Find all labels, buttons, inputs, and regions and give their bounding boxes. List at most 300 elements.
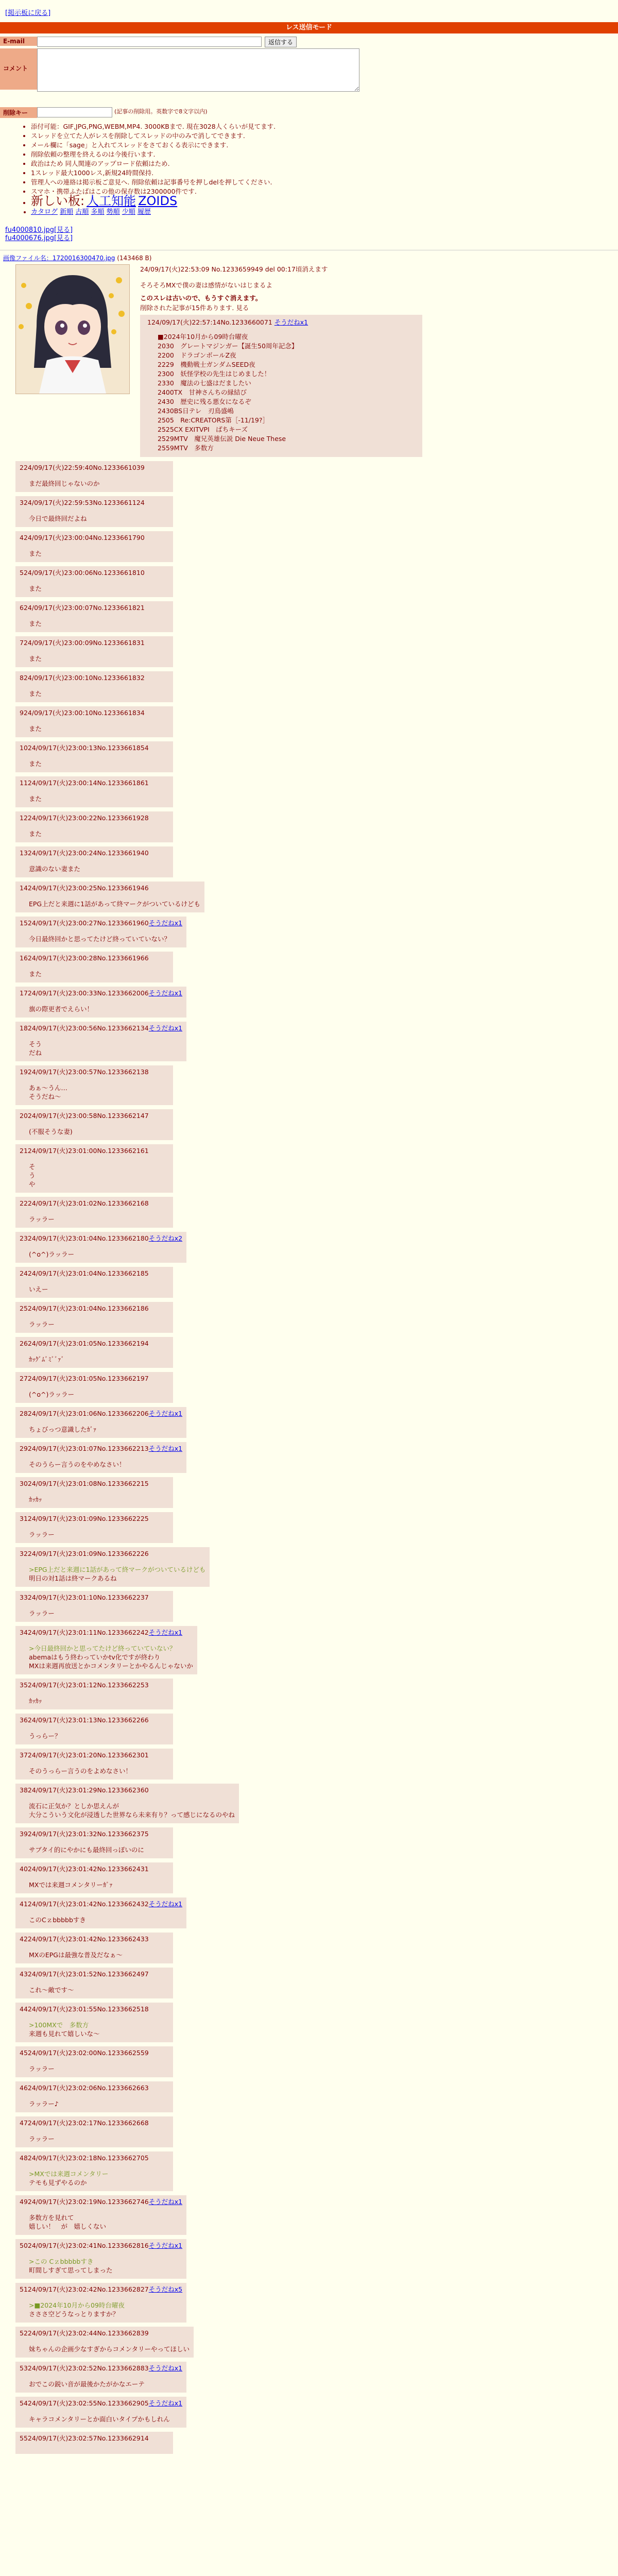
- reply-header: [20, 1829, 169, 1838]
- reply-text: MXでは来週コメンタリーｶﾞｧ: [29, 1881, 113, 1889]
- schedule-item: 2430BS日テレ 刃鳥盛嶋: [158, 407, 234, 415]
- file-link[interactable]: fu4000676.jpg[見る]: [5, 234, 73, 242]
- reply-header: [20, 463, 169, 472]
- deleted-notice: 削除された記事が15件あります. 見る: [140, 304, 249, 312]
- reply-number: 19: [20, 1068, 28, 1076]
- catalog-links: [31, 208, 618, 217]
- schedule-item: 2200 ドラゴンボールZ夜: [158, 351, 236, 359]
- reply-number: 38: [20, 1786, 28, 1794]
- reply-header: [20, 743, 169, 752]
- history-link[interactable]: 履歴: [137, 208, 151, 216]
- reply-number: 33: [20, 1594, 28, 1601]
- reply-body: [29, 1697, 169, 1705]
- back-to-board-link[interactable]: [掲示板に戻る]: [5, 9, 51, 17]
- reply-text: ｶｯｸﾞﾑﾞﾐﾞﾞｧﾞ: [29, 1355, 64, 1363]
- reply-body: [29, 1986, 169, 1994]
- sodane-button[interactable]: そうだねx2: [148, 1234, 183, 1242]
- reply-post: [15, 1022, 186, 1061]
- reply-header: [20, 1514, 169, 1523]
- reply-post: [15, 1267, 173, 1298]
- note-item: • 削除依頼の整理を終えるのは今後行います.: [31, 150, 618, 159]
- reply-text: まだ最終回じゃないのか: [29, 480, 100, 487]
- op-body: [140, 264, 422, 457]
- sodane-button[interactable]: そうだねx5: [148, 2285, 183, 2293]
- reply-meta: 24/09/17(火)23:01:20No.1233662301: [27, 1751, 149, 1759]
- reply-post: [15, 2397, 186, 2428]
- reply-number: 48: [20, 2154, 28, 2162]
- reply-header: [20, 1786, 235, 1794]
- reply-number: 31: [20, 1515, 28, 1522]
- email-field[interactable]: [37, 37, 262, 47]
- reply-number: 42: [20, 1935, 28, 1943]
- reply-text: (不服そうな妻): [29, 1128, 73, 1136]
- reply-list: [0, 457, 618, 2454]
- reply-text: ｶｯｶｯ: [29, 1496, 42, 1503]
- reply-post: [15, 2239, 186, 2279]
- reply-text: また: [29, 620, 42, 628]
- reply-body: [29, 619, 169, 628]
- reply-meta: 24/09/17(火)23:01:42No.1233662432: [27, 1900, 149, 1908]
- reply-post: [15, 496, 173, 527]
- reply-post: [15, 1784, 239, 1823]
- schedule-item: 2529MTV 魔兄英雄伝説 Die Neue These: [158, 435, 286, 443]
- sort-momentum-link[interactable]: 勢順: [106, 208, 120, 216]
- reply-header: [20, 1444, 182, 1453]
- schedule-item: 2430 歴史に残る悪女になるぞ: [158, 398, 251, 405]
- reply-text: また: [29, 655, 42, 663]
- reply-post: [15, 1109, 173, 1140]
- reply-post: [15, 2283, 186, 2323]
- reply-number: 51: [20, 2285, 28, 2293]
- file-link[interactable]: fu4000810.jpg[見る]: [5, 226, 73, 234]
- reply-header: [20, 2005, 169, 2013]
- reply-body: [29, 1880, 169, 1889]
- reply-body: [29, 829, 169, 838]
- reply-text: (^o^)ラッラー: [29, 1250, 75, 1258]
- reply-post: [15, 1749, 173, 1780]
- schedule-item: 2330 魔法の七盛はだましたい: [158, 379, 251, 387]
- reply-meta: 24/09/17(火)23:01:42No.1233662433: [27, 1935, 149, 1943]
- reply-body: [29, 2415, 182, 2424]
- reply-post: [15, 2432, 173, 2454]
- reply-meta: 24/09/17(火)23:02:18No.1233662705: [27, 2154, 149, 2162]
- reply-meta: 24/09/17(火)23:01:07No.1233662213: [27, 1445, 149, 1452]
- reply-meta: 24/09/17(火)23:00:56No.1233662134: [27, 1024, 149, 1032]
- reply-post: [15, 1512, 173, 1543]
- reply-body: [29, 479, 169, 488]
- sodane-button[interactable]: そうだねx1: [148, 989, 183, 997]
- anime-girl-icon: [16, 265, 129, 394]
- schedule-item: 2229 機動戦士ガンダムSEED夜: [158, 361, 255, 368]
- reply-meta: 24/09/17(火)23:02:55No.1233662905: [27, 2399, 149, 2407]
- delete-key-field[interactable]: [37, 107, 112, 117]
- reply-post: [15, 1197, 173, 1228]
- reply-number: 18: [20, 1024, 28, 1032]
- reply-text: サブタイ的にやかにも最終回っぽいのに: [29, 1846, 144, 1854]
- reply-number: 14: [20, 884, 28, 892]
- reply-post: [15, 811, 173, 842]
- note-item: • 管理人への連絡は掲示板ご意見へ. 削除依頼は記事番号を押しdelを押してください.: [31, 178, 618, 187]
- reply-text: これ～敵です～: [29, 1986, 74, 1994]
- reply-number: 46: [20, 2084, 28, 2092]
- reply-text: abemaはもう終わっていかtv化ですが終わり MXは来週再放送とかコメンタリーとかやるんじゃないか: [29, 1653, 193, 1670]
- reply-text: このCｚbbbbbすき: [29, 1916, 86, 1924]
- reply-text: うっらー？: [29, 1732, 61, 1740]
- reply-header: [20, 2197, 182, 2206]
- reply-meta: 24/09/17(火)23:00:58No.1233662147: [27, 1112, 149, 1120]
- reply-meta: 24/09/17(火)23:01:05No.1233662197: [27, 1375, 149, 1382]
- reply-post: [15, 1337, 173, 1368]
- reply-body: [29, 1916, 182, 1924]
- reply-quote: >■2024年10月から09時台曜夜: [29, 2301, 125, 2309]
- reply-body: [29, 2170, 169, 2187]
- reply-meta: 24/09/17(火)23:00:09No.1233661831: [23, 639, 145, 647]
- reply-text: 今日最終回かと思ってたけど終っていていない？: [29, 935, 171, 943]
- reply-text: 多数方を見れて 嬉しい！ が 嬉しくない: [29, 2214, 107, 2230]
- reply-header: [20, 2364, 182, 2372]
- reply-text: そのうっらー言うのをよめなさい！: [29, 1767, 132, 1775]
- reply-body: [29, 1802, 235, 1819]
- reply-number: 25: [20, 1304, 28, 1312]
- sort-old-link[interactable]: 古順: [75, 208, 89, 216]
- reply-text: また: [29, 970, 42, 978]
- reply-text: ラッラー: [29, 1215, 55, 1223]
- schedule-item: ■2024年10月から09時台曜夜: [158, 333, 248, 341]
- reply-post: [15, 601, 173, 632]
- reply-body: [29, 1644, 193, 1670]
- reply-meta: 24/09/17(火)23:00:28No.1233661966: [27, 954, 149, 962]
- sodane-button[interactable]: そうだねx1: [148, 1410, 183, 1417]
- reply-meta: 24/09/17(火)23:00:07No.1233661821: [23, 604, 145, 612]
- reply-post: [15, 2003, 173, 2042]
- reply-body: [29, 2021, 169, 2038]
- reply-text: 妹ちゃんの企画少なすぎからコメンタリーやってほしい: [29, 2345, 190, 2353]
- reply-post: [15, 1714, 173, 1744]
- op-inner-reply: [140, 315, 422, 457]
- reply-header: [20, 603, 169, 612]
- sodane-button[interactable]: そうだねx1: [148, 1900, 183, 1908]
- sodane-button[interactable]: そうだねx1: [148, 2399, 183, 2407]
- reply-post: [15, 2116, 173, 2147]
- reply-text: 流石に正気か？としか思えんが 大分こういう文化が浸透した世界なら未来有り？って感じになるのやね: [29, 1802, 235, 1819]
- mode-title-bar: レス送信モード: [0, 22, 618, 33]
- reply-header: [20, 1024, 182, 1032]
- reply-text: いえー: [29, 1285, 48, 1293]
- reply-text: ラッラー: [29, 1320, 55, 1328]
- reply-header: [20, 498, 169, 507]
- reply-body: [29, 2064, 169, 2073]
- reply-meta: 24/09/17(火)23:01:09No.1233662225: [27, 1515, 149, 1522]
- reply-header: [20, 1593, 169, 1602]
- reply-text: MXのEPGは最強な普及だなぁ～: [29, 1951, 123, 1959]
- reply-body: [29, 514, 169, 523]
- reply-number: 54: [20, 2399, 28, 2407]
- reply-post: [15, 1626, 197, 1674]
- op-file-link[interactable]: 画像ファイル名：1720016300470.jpg: [3, 255, 115, 262]
- reply-body: [29, 935, 182, 943]
- reply-post: [15, 1679, 173, 1709]
- reply-meta: 24/09/17(火)23:01:08No.1233662215: [27, 1480, 149, 1487]
- reply-post: [15, 882, 204, 912]
- reply-body: [29, 2099, 169, 2108]
- reply-body: [29, 1425, 182, 1434]
- reply-meta: 24/09/17(火)23:00:10No.1233661832: [23, 674, 145, 682]
- reply-post: [15, 952, 173, 982]
- reply-meta: 24/09/17(火)23:01:55No.1233662518: [27, 2005, 149, 2013]
- reply-post: [15, 2046, 173, 2077]
- zoids-board-link[interactable]: ZOIDS: [138, 194, 178, 208]
- reply-meta: 24/09/17(火)23:01:32No.1233662375: [27, 1830, 149, 1838]
- reply-number: 9: [20, 709, 24, 717]
- reply-text: ラッラー: [29, 1531, 55, 1538]
- delkey-hint: (記事の削除用。英数字で8文字以内): [114, 108, 208, 115]
- reply-text: EPG上だと来週に1話があって終マークがついているけども: [29, 900, 200, 908]
- reply-meta: 24/09/17(火)23:01:11No.1233662242: [27, 1629, 149, 1636]
- reply-number: 55: [20, 2434, 28, 2442]
- sort-new-link[interactable]: 新順: [60, 208, 74, 216]
- reply-header: [20, 1479, 169, 1488]
- reply-body: [29, 689, 169, 698]
- reply-text: ラッラー♪: [29, 2100, 59, 2108]
- reply-number: 5: [20, 569, 24, 577]
- reply-text: 町間しすぎて思ってしまった: [29, 2266, 113, 2274]
- reply-meta: 24/09/17(火)23:00:33No.1233662006: [27, 989, 149, 997]
- reply-body: [29, 1530, 169, 1539]
- reply-number: 44: [20, 2005, 28, 2013]
- reply-number: 12: [20, 814, 28, 822]
- reply-number: 43: [20, 1970, 28, 1978]
- reply-body: [29, 2380, 182, 2388]
- reply-number: 16: [20, 954, 28, 962]
- reply-header: [20, 533, 169, 542]
- sodane-button[interactable]: そうだねx1: [148, 1445, 183, 1452]
- reply-text: 旗の際更者でえらい！: [29, 1005, 94, 1013]
- reply-number: 8: [20, 674, 24, 682]
- reply-header: [20, 954, 169, 962]
- delkey-label: 削除キー: [0, 107, 37, 118]
- sodane-button[interactable]: そうだねx1: [148, 2364, 183, 2372]
- reply-number: 32: [20, 1550, 28, 1557]
- reply-meta: 24/09/17(火)23:00:57No.1233662138: [27, 1068, 149, 1076]
- reply-meta: 24/09/17(火)23:00:13No.1233661854: [27, 744, 149, 752]
- reply-meta: 24/09/17(火)23:01:42No.1233662431: [27, 1865, 149, 1873]
- reply-post: [15, 1407, 186, 1438]
- reply-header: [20, 1199, 169, 1208]
- reply-header: [20, 1234, 182, 1243]
- reply-post: [15, 1591, 173, 1622]
- note-item: • 添付可能：GIF,JPG,PNG,WEBM,MP4. 3000KBまで. 現在3028人くらいが見てます.: [31, 122, 618, 131]
- expiry-warning: このスレは古いので、もうすぐ消えます。: [140, 294, 262, 302]
- sodane-button[interactable]: そうだねx1: [148, 2242, 183, 2249]
- ai-board-link[interactable]: 人工知能: [87, 194, 136, 208]
- reply-body: [29, 900, 200, 908]
- reply-body: [29, 584, 169, 593]
- schedule-item: 2505 Re:CREATORS第［-11/19?］: [158, 416, 269, 424]
- reply-body: [29, 1732, 169, 1740]
- reply-body: [29, 1250, 182, 1259]
- reply-text: ｶｯｶｯ: [29, 1697, 42, 1705]
- reply-number: 21: [20, 1147, 28, 1155]
- reply-body: [29, 1390, 169, 1399]
- reply-meta: 24/09/17(火)23:00:04No.1233661790: [23, 534, 145, 541]
- reply-meta: 24/09/17(火)23:01:09No.1233662226: [27, 1550, 149, 1557]
- reply-header: [20, 1067, 169, 1076]
- reply-body: [29, 794, 169, 803]
- reply-number: 52: [20, 2329, 28, 2337]
- reply-body: [29, 1162, 169, 1189]
- reply-post: [15, 1862, 173, 1893]
- reply-header: [20, 1935, 169, 1943]
- reply-body: [29, 1460, 182, 1469]
- reply-number: 20: [20, 1112, 28, 1120]
- reply-meta: 24/09/17(火)23:00:24No.1233661940: [27, 849, 149, 857]
- reply-body: [29, 1320, 169, 1329]
- sodane-button[interactable]: そうだねx1: [148, 919, 183, 927]
- reply-quote: >EPG上だと来週に1話があって終マークがついているけども: [29, 1566, 206, 1573]
- comment-field[interactable]: [37, 48, 359, 92]
- reply-header: [20, 2285, 182, 2294]
- sort-many-link[interactable]: 多順: [91, 208, 105, 216]
- note-item: • メール欄に「sage」と入れてスレッドをさておくる表示にできます.: [31, 141, 618, 150]
- reply-body: [29, 2301, 182, 2318]
- reply-header: [20, 919, 182, 927]
- reply-header: [20, 638, 169, 647]
- reply-body: [29, 2345, 190, 2353]
- reply-header: [20, 2119, 169, 2127]
- reply-header: [20, 2083, 169, 2092]
- reply-meta: 24/09/17(火)23:01:04No.1233662186: [27, 1304, 149, 1312]
- reply-header: [20, 1269, 169, 1278]
- reply-body: [29, 1005, 182, 1013]
- reply-post: [15, 706, 173, 737]
- reply-meta: 24/09/17(火)23:01:04No.1233662185: [27, 1269, 149, 1277]
- reply-text: テモも見ずやるのか: [29, 2179, 87, 2187]
- reply-meta: 24/09/17(火)23:01:00No.1233662161: [27, 1147, 149, 1155]
- reply-meta: 24/09/17(火)23:01:10No.1233662237: [27, 1594, 149, 1601]
- back-to-board-link-row: [0, 0, 618, 17]
- reply-meta: 24/09/17(火)23:01:52No.1233662497: [27, 1970, 149, 1978]
- reply-meta: 24/09/17(火)23:00:10No.1233661834: [23, 709, 145, 717]
- sodane-button[interactable]: そうだねx1: [148, 2198, 183, 2206]
- reply-header: [20, 1716, 169, 1724]
- reply-number: 7: [20, 639, 24, 647]
- reply-text: 明日の対1話は終マークあるね: [29, 1574, 117, 1582]
- reply-header: [20, 1111, 169, 1120]
- reply-meta: 24/09/17(火)23:02:42No.1233662827: [27, 2285, 149, 2293]
- reply-body: [29, 1355, 169, 1364]
- new-boards-item: [31, 196, 618, 208]
- catalog-link[interactable]: カタログ: [31, 208, 58, 216]
- reply-number: 34: [20, 1629, 28, 1636]
- schedule-item: 2400TX 甘神さんちの縁結び: [158, 388, 247, 396]
- note-item: • スマホ・携帯ふたばはこの他の保存数は2300000件です.: [31, 187, 618, 196]
- reply-number: 41: [20, 1900, 28, 1908]
- reply-body: [29, 759, 169, 768]
- reply-body: [29, 2134, 169, 2143]
- reply-number: 6: [20, 604, 24, 612]
- reply-post: [15, 1897, 186, 1928]
- reply-quote: >MXでは来週コメンタリー: [29, 2170, 109, 2178]
- reply-post: [15, 2195, 186, 2235]
- reply-post: [15, 2327, 194, 2358]
- reply-post: [15, 846, 173, 877]
- reply-post: [15, 1547, 210, 1587]
- reply-text: また: [29, 760, 42, 768]
- op-header: 24/09/17(火)22:53:09 No.1233659949 del 00:17頃消えます: [140, 265, 328, 273]
- reply-number: 47: [20, 2119, 28, 2127]
- reply-body: [29, 1565, 205, 1583]
- op-file-info: [3, 253, 618, 262]
- reply-quote: >この Cｚbbbbbすき: [29, 2258, 94, 2265]
- sodane-button[interactable]: そうだねx1: [148, 1629, 183, 1636]
- reply-header: [20, 1628, 193, 1637]
- sodane-button[interactable]: そうだねx1: [274, 318, 308, 326]
- reply-header: [20, 2329, 190, 2337]
- reply-header: [20, 849, 169, 857]
- reply-header: [20, 884, 200, 892]
- schedule-item: 2300 妖怪学校の先生はじめました！: [158, 370, 271, 378]
- reply-meta: 24/09/17(火)23:02:41No.1233662816: [27, 2242, 149, 2249]
- reply-text: 今日で最終回だよね: [29, 515, 87, 522]
- reply-meta: 24/09/17(火)23:02:06No.1233662663: [27, 2084, 149, 2092]
- reply-header: [20, 1549, 205, 1558]
- reply-text: ラッラー: [29, 2065, 55, 2073]
- reply-post: [15, 2151, 173, 2191]
- op-thumbnail-image[interactable]: [15, 264, 130, 394]
- reply-text: そう だね: [29, 1040, 42, 1057]
- reply-header: [20, 1374, 169, 1383]
- reply-meta: 24/09/17(火)23:00:06No.1233661810: [23, 569, 145, 577]
- reply-header: [20, 1304, 169, 1313]
- reply-post: [15, 1477, 173, 1508]
- reply-meta: 24/09/17(火)23:01:06No.1233662206: [27, 1410, 149, 1417]
- submit-reply-button[interactable]: 返信する: [265, 37, 297, 47]
- reply-number: 53: [20, 2364, 28, 2372]
- new-boards-label: 新しい板:: [31, 194, 85, 208]
- reply-meta: 24/09/17(火)23:01:12No.1233662253: [27, 1681, 149, 1689]
- reply-header: [20, 2154, 169, 2162]
- reply-header: [20, 2399, 182, 2408]
- reply-post: [15, 741, 173, 772]
- sort-few-link[interactable]: 少順: [122, 208, 135, 216]
- reply-header: [20, 2434, 169, 2443]
- reply-post: [15, 1933, 173, 1963]
- reply-number: 2: [20, 464, 24, 471]
- reply-header: [20, 568, 169, 577]
- reply-meta: 24/09/17(火)23:02:00No.1233662559: [27, 2049, 149, 2057]
- reply-number: 37: [20, 1751, 28, 1759]
- note-item: • 1スレッド最大1000レス,新規24時間保持.: [31, 168, 618, 178]
- reply-body: [29, 2213, 182, 2231]
- reply-number: 17: [20, 989, 28, 997]
- reply-header: [20, 2048, 169, 2057]
- reply-meta: 24/09/17(火)23:01:02No.1233662168: [27, 1199, 149, 1207]
- reply-meta: 24/09/17(火)23:01:13No.1233662266: [27, 1716, 149, 1724]
- reply-header: [20, 989, 182, 997]
- op-comment: そろそろMXで僕の妻は感情がないはじまるよ: [140, 281, 272, 289]
- reply-number: 24: [20, 1269, 28, 1277]
- reply-header: [20, 673, 169, 682]
- reply-number: 4: [20, 534, 24, 541]
- posting-notes: [31, 122, 618, 217]
- op-post: [15, 264, 618, 457]
- reply-post: [15, 1065, 173, 1105]
- reply-body: [29, 2257, 182, 2275]
- note-item: • 政治はため 同人関連のアップロード依頼はため.: [31, 159, 618, 168]
- reply-quote: >今日最終回かと思ってたけど終っていていない？: [29, 1645, 176, 1652]
- sodane-button[interactable]: そうだねx1: [148, 1024, 183, 1032]
- reply-number: 11: [20, 779, 28, 787]
